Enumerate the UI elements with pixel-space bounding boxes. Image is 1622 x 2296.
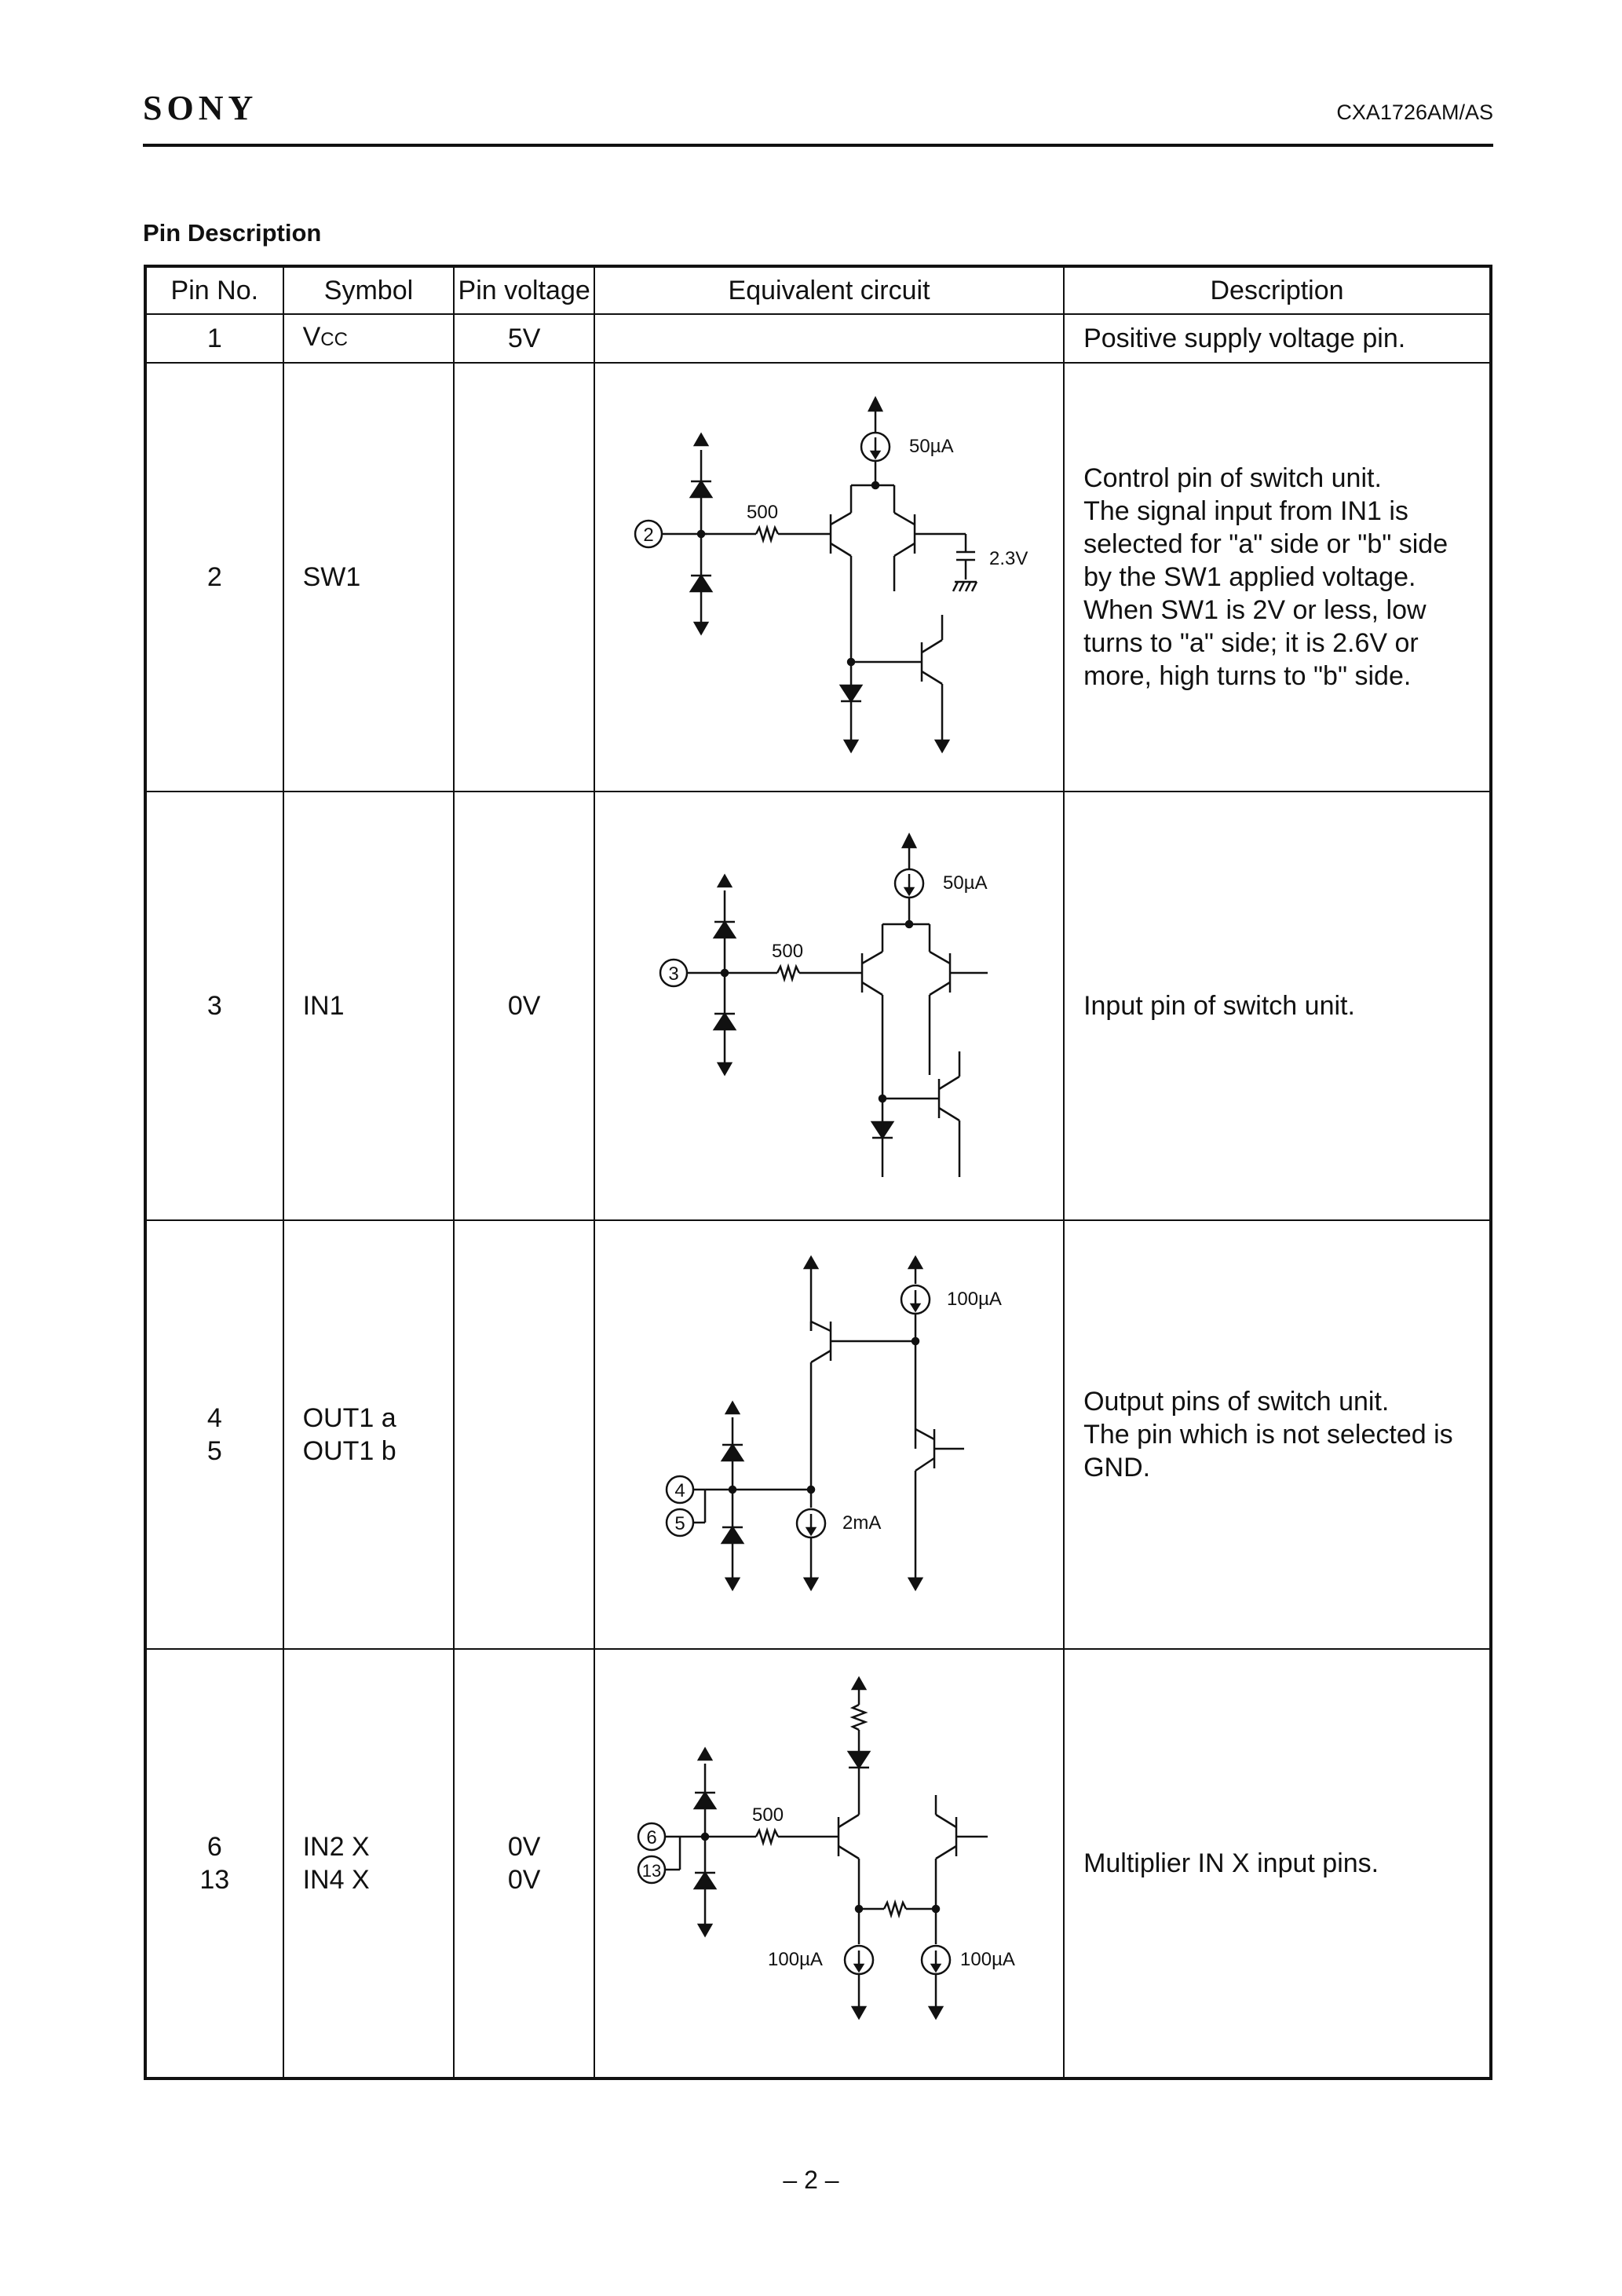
col-header-pin-voltage: Pin voltage — [454, 266, 594, 314]
pin-description: Output pins of switch unit. The pin which is not selected is GND. — [1064, 1220, 1491, 1649]
page-number: – 2 – — [783, 2166, 839, 2194]
equivalent-circuit-out1 — [594, 1220, 1064, 1649]
pin-voltage — [454, 1220, 594, 1649]
equivalent-circuit-in1 — [594, 792, 1064, 1220]
section-title: Pin Description — [143, 219, 322, 247]
pin-description: Positive supply voltage pin. — [1064, 314, 1491, 363]
pin-number: 2 — [145, 363, 283, 792]
pin-voltage: 0V — [454, 792, 594, 1220]
svg-text:13: 13 — [641, 1861, 662, 1881]
in-x-circuit-diagram — [595, 1650, 1063, 2077]
pin-symbol: VCC — [283, 314, 455, 363]
pin-number: 1 — [145, 314, 283, 363]
pin-symbol: IN1 — [283, 792, 455, 1220]
pin-voltage — [454, 363, 594, 792]
col-header-pin-no: Pin No. — [145, 266, 283, 314]
col-header-description: Description — [1064, 266, 1491, 314]
equivalent-circuit-in-x — [594, 1649, 1064, 2078]
equivalent-circuit-empty — [594, 314, 1064, 363]
svg-text:2: 2 — [643, 525, 654, 546]
col-header-symbol: Symbol — [283, 266, 455, 314]
svg-text:500: 500 — [772, 941, 804, 962]
pin-voltage: 0V 0V — [454, 1649, 594, 2078]
header-rule — [143, 144, 1493, 147]
pin-symbol: OUT1 a OUT1 b — [283, 1220, 455, 1649]
pin-number: 3 — [145, 792, 283, 1220]
pin-number: 6 13 — [145, 1649, 283, 2078]
table-row — [145, 1649, 1491, 2078]
table-row — [145, 792, 1491, 1220]
sw1-circuit-diagram — [595, 364, 1063, 791]
svg-text:5: 5 — [674, 1513, 685, 1534]
pin-description-table — [144, 265, 1492, 2080]
part-number: CXA1726AM/AS — [1336, 101, 1493, 124]
svg-text:3: 3 — [668, 963, 679, 985]
pin-symbol: IN2 X IN4 X — [283, 1649, 455, 2078]
col-header-equivalent-circuit: Equivalent circuit — [594, 266, 1064, 314]
pin-description: Input pin of switch unit. — [1064, 792, 1491, 1220]
svg-text:6: 6 — [646, 1827, 657, 1848]
svg-text:50µA: 50µA — [943, 872, 988, 894]
svg-text:4: 4 — [674, 1480, 685, 1501]
equivalent-circuit-sw1 — [594, 363, 1064, 792]
svg-text:500: 500 — [752, 1804, 784, 1826]
pin-voltage: 5V — [454, 314, 594, 363]
pin-description: Control pin of switch unit. The signal input from IN1 is selected for "a" side or "b" side by the SW1 applied voltage. When SW1 is 2V or less, low turns to "a" side; it is 2.6V or more, high turns to "b" side. — [1064, 363, 1491, 792]
svg-text:100µA: 100µA — [947, 1289, 1002, 1310]
in1-circuit-diagram — [595, 792, 1063, 1219]
svg-text:100µA: 100µA — [768, 1949, 823, 1970]
table-row — [145, 363, 1491, 792]
svg-text:100µA: 100µA — [960, 1949, 1015, 1970]
svg-text:2mA: 2mA — [842, 1512, 882, 1534]
out1-circuit-diagram — [595, 1221, 1063, 1648]
sony-logo: SONY — [143, 89, 258, 127]
svg-text:500: 500 — [747, 502, 779, 523]
table-header-row — [145, 266, 1491, 314]
table-row — [145, 1220, 1491, 1649]
svg-text:50µA: 50µA — [909, 436, 954, 457]
table-row — [145, 314, 1491, 363]
pin-number: 4 5 — [145, 1220, 283, 1649]
pin-symbol: SW1 — [283, 363, 455, 792]
svg-text:2.3V: 2.3V — [989, 548, 1028, 569]
pin-description: Multiplier IN X input pins. — [1064, 1649, 1491, 2078]
